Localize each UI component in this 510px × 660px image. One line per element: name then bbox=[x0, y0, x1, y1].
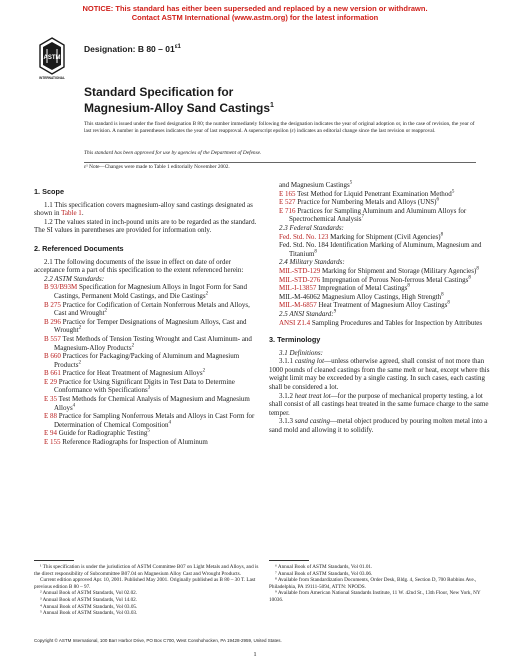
reference-code-link[interactable]: MIL-STD-276 bbox=[279, 275, 321, 284]
reference-item bbox=[34, 369, 260, 378]
footnote: ⁸ Available from Standardization Documents, Order Desk, Bldg. 4, Section D, 700 Robbins Ave., Philadelphia, PA 19111-5094, ATTN: NPODS. bbox=[269, 577, 477, 590]
reference-item bbox=[269, 233, 495, 242]
reference-item bbox=[269, 284, 495, 293]
footnote: ⁴ Annual Book of ASTM Standards, Vol 03.05. bbox=[40, 603, 138, 610]
paragraph-3-1-2 bbox=[269, 392, 495, 418]
copyright-line: Copyright © ASTM International, 100 Barr Harbor Drive, PO Box C700, West Conshohocken, PA 19428-2959, United States. bbox=[34, 638, 282, 643]
logo-letters: ASTM bbox=[43, 55, 61, 61]
footnote-mark: 8 bbox=[314, 249, 317, 255]
title-footnote-mark: 1 bbox=[270, 102, 274, 109]
footnote: ² Annual Book of ASTM Standards, Vol 02.02. bbox=[40, 590, 138, 597]
footnote-mark: 2 bbox=[104, 308, 108, 314]
footnote-rule-right bbox=[269, 560, 309, 561]
right-column bbox=[269, 181, 495, 435]
military-reference-list bbox=[269, 267, 495, 310]
page-title bbox=[84, 85, 464, 115]
title-line-1: Standard Specification for bbox=[84, 85, 234, 99]
definition-text: —for the purpose of mechanical property testing, a lot shall consist of all castings heat treated in the same furnace charge to the same temper. bbox=[269, 391, 489, 417]
reference-code-link[interactable]: B 296 bbox=[44, 317, 61, 326]
footnote-mark: 5 bbox=[349, 180, 353, 186]
reference-code: MIL-M-46062 bbox=[279, 292, 321, 301]
reference-title: Practice for Heat Treatment of Magnesium Alloys bbox=[60, 369, 203, 378]
footnote-mark: 2 bbox=[78, 360, 81, 366]
reference-item bbox=[269, 267, 495, 276]
reference-code-link[interactable]: E 35 bbox=[44, 395, 58, 404]
paragraph-1-1 bbox=[34, 201, 260, 218]
reference-code-link[interactable]: MIL-STD-129 bbox=[279, 266, 321, 275]
astm-reference-list-cont bbox=[269, 190, 495, 224]
editorial-note: ε¹ Note—Changes were made to Table 1 editorially November 2002. bbox=[84, 164, 230, 170]
reference-continuation-text: and Magnesium Castings bbox=[279, 181, 350, 189]
table-1-link[interactable]: Table 1 bbox=[61, 209, 82, 218]
footnote-mark: 4 bbox=[72, 403, 76, 409]
paragraph-2-5 bbox=[269, 310, 495, 319]
clause-number: 3.1.3 bbox=[279, 417, 295, 426]
reference-item bbox=[34, 412, 260, 429]
federal-reference-list bbox=[269, 233, 495, 259]
footnote-mark: 2 bbox=[205, 291, 209, 297]
footnote: ⁹ Available from American National Standards Institute, 11 W. 42nd St., 13th Floor, New York, NY 10036. bbox=[269, 590, 481, 603]
reference-item bbox=[34, 352, 260, 369]
reference-title: Identification Marking of Aluminum, Magnesium and Titanium bbox=[289, 241, 482, 258]
reference-item bbox=[269, 190, 495, 199]
astm-logo bbox=[38, 37, 66, 81]
reference-continuation bbox=[269, 181, 495, 190]
definition-text: —metal object produced by pouring molten metal into a sand mold and allowing it to solidify. bbox=[269, 417, 488, 435]
reference-title: Practices for Packaging/Packing of Aluminum and Magnesium Products bbox=[54, 352, 240, 369]
reference-title: Practices for Sampling Aluminum and Aluminum Alloys for Spectrochemical Analysis bbox=[289, 206, 467, 224]
footnote-mark: 2 bbox=[202, 368, 206, 374]
reference-title: Practice for Numbering Metals and Alloys (UNS) bbox=[295, 198, 437, 207]
divider bbox=[84, 162, 476, 163]
reference-code-link[interactable]: MIL-M-6857 bbox=[279, 301, 317, 310]
footnote: ¹ This specification is under the jurisdiction of ASTM Committee B07 on Light Metals and Alloys, and is the direct responsibility of Subcommittee B07.04 on Magnesium Alloy Cast and Wrought Products. bbox=[34, 564, 259, 577]
reference-item bbox=[34, 378, 260, 395]
intro-paragraph: This standard is issued under the fixed designation B 80; the number immediately following the designation indicates the year of original adoption or, in the case of revision, the year of last revision. A number in parentheses indicates the year of last reapproval. A superscript epsilon (ε) indicates an editorial change since the last revision or reapproval. bbox=[84, 121, 475, 134]
footnote: ⁶ Annual Book of ASTM Standards, Vol 01.01. bbox=[275, 564, 373, 570]
left-column bbox=[34, 182, 260, 447]
footnote-mark: 8 bbox=[468, 275, 471, 281]
reference-title: Magnesium Alloy Castings, High Strength bbox=[320, 292, 442, 301]
defined-term: casting lot bbox=[294, 357, 325, 366]
reference-item bbox=[34, 318, 260, 335]
reference-item bbox=[269, 319, 495, 328]
paragraph-2-3: 2.3 Federal Standards: bbox=[279, 223, 344, 232]
reference-code-link[interactable]: ANSI Z1.4 bbox=[279, 318, 311, 327]
paragraph-3-1-1 bbox=[269, 357, 495, 391]
footnote-rule-left bbox=[34, 560, 74, 561]
footnote-mark: 5 bbox=[147, 429, 150, 435]
reference-code-link[interactable]: E 716 bbox=[279, 206, 296, 215]
reference-title: Test Method for Liquid Penetrant Examination Method bbox=[295, 189, 452, 198]
paragraph-2-2: 2.2 ASTM Standards: bbox=[44, 274, 105, 283]
astm-reference-list bbox=[34, 283, 260, 446]
reference-code-link[interactable]: E 165 bbox=[279, 189, 296, 198]
reference-title: Marking for Shipment (Civil Agencies) bbox=[328, 232, 441, 241]
title-line-2: Magnesium-Alloy Sand Castings bbox=[84, 101, 271, 115]
reference-item bbox=[34, 438, 260, 447]
reference-title: Practice for Temper Designations of Magnesium Alloys, Cast and Wrought bbox=[54, 317, 247, 335]
reference-title: Heat Treatment of Magnesium Alloy Castings bbox=[316, 301, 448, 310]
defined-term: sand casting bbox=[294, 417, 330, 426]
defined-term: heat treat lot bbox=[294, 391, 331, 400]
footnote-mark: 7 bbox=[361, 215, 365, 221]
reference-code-link[interactable]: B 661 bbox=[44, 369, 61, 378]
reference-item bbox=[34, 395, 260, 412]
reference-code-link[interactable]: E 527 bbox=[279, 198, 296, 207]
footnote-mark: 5 bbox=[451, 189, 455, 195]
reference-code-link[interactable]: E 29 bbox=[44, 377, 58, 386]
page-number: 1 bbox=[253, 651, 257, 658]
footnote: ⁷ Annual Book of ASTM Standards, Vol 03.06. bbox=[275, 570, 373, 577]
reference-title: Guide for Radiographic Testing bbox=[57, 429, 148, 438]
reference-title: Reference Radiographs for Inspection of Aluminum bbox=[60, 438, 208, 447]
notice-line-2: Contact ASTM International (www.astm.org) for the latest information bbox=[131, 13, 379, 22]
clause-number: 3.1.1 bbox=[279, 357, 295, 366]
footnote: ⁵ Annual Book of ASTM Standards, Vol 03.03. bbox=[40, 610, 138, 617]
notice-line-1: NOTICE: This standard has either been superseded and replaced by a new version or withdrawn. bbox=[82, 4, 428, 13]
paragraph-1-1-end: . bbox=[81, 209, 84, 218]
reference-code-link[interactable]: E 94 bbox=[44, 429, 58, 438]
reference-code-link[interactable]: B 557 bbox=[44, 334, 61, 343]
reference-item bbox=[269, 207, 495, 224]
reference-code-link[interactable]: MIL-I-13857 bbox=[279, 284, 317, 293]
footnotes-left bbox=[34, 564, 260, 617]
reference-code-link[interactable]: B 660 bbox=[44, 352, 61, 361]
footnote-mark: 2 bbox=[131, 343, 135, 349]
paragraph-1-1-text: 1.1 This specification covers magnesium-alloy sand castings designated as shown in bbox=[34, 200, 253, 218]
reference-title: Marking for Shipment and Storage (Military Agencies) bbox=[320, 266, 477, 275]
section-3-heading: 3. Terminology bbox=[269, 335, 321, 345]
footnote: ³ Annual Book of ASTM Standards, Vol 14.02. bbox=[40, 596, 138, 603]
paragraph-2-1: 2.1 The following documents of the issue in effect on date of order acceptance form a part of this specification to the extent referenced herein: bbox=[34, 257, 244, 275]
logo-caption: INTERNATIONAL bbox=[39, 76, 65, 80]
paragraph-2-5-text: 2.5 ANSI Standard: bbox=[279, 309, 334, 318]
definition-text: —unless otherwise agreed, shall consist of not more than 1000 pounds of cleaned castings from the same melt or heat, except where this weight limit may be exceeded by a single casting. In such cases, each casting shall be considered a lot. bbox=[269, 357, 490, 392]
reference-title: Specification for Magnesium Alloys in Ingot Form for Sand Castings, Permanent Mold Castings, and Die Castings bbox=[54, 283, 247, 300]
reference-title: Impregnation of Porous Non-ferrous Metal Castings bbox=[320, 275, 469, 284]
footnote-mark: 8 bbox=[447, 300, 450, 306]
footnote-mark: 8 bbox=[440, 232, 444, 238]
footnote-mark: 8 bbox=[407, 283, 410, 289]
reference-code-link[interactable]: B 275 bbox=[44, 300, 61, 309]
reference-code: Fed. Std. No. 184 bbox=[279, 241, 329, 250]
reference-item bbox=[269, 276, 495, 285]
footnote-mark: 2 bbox=[78, 325, 82, 331]
footnote-mark: 8 bbox=[441, 292, 444, 298]
reference-item bbox=[269, 301, 495, 310]
reference-item bbox=[34, 429, 260, 438]
astm-logo-icon bbox=[38, 37, 66, 81]
supersession-notice bbox=[0, 4, 510, 22]
footnote-mark: 3 bbox=[147, 386, 151, 392]
reference-code-link[interactable]: B 93/B93M bbox=[44, 283, 78, 292]
section-1-heading: 1. Scope bbox=[34, 187, 65, 196]
section-2-heading: 2. Referenced Documents bbox=[34, 243, 124, 253]
footnote-mark: 9 bbox=[333, 309, 337, 315]
footnote-mark: 6 bbox=[436, 197, 439, 203]
reference-title: Test Methods of Tension Testing Wrought and Cast Aluminum- and Magnesium-Alloy Products bbox=[54, 334, 252, 352]
reference-item bbox=[269, 198, 495, 207]
clause-number: 3.1.2 bbox=[279, 391, 295, 400]
reference-title: Sampling Procedures and Tables for Inspection by Attributes bbox=[310, 318, 483, 327]
paragraph-1-2: 1.2 The values stated in inch-pound units are to be regarded as the standard. The SI values in parentheses are provided for information only. bbox=[34, 217, 257, 235]
reference-item bbox=[34, 335, 260, 352]
reference-code-link[interactable]: E 88 bbox=[44, 412, 58, 421]
reference-title: Practice for Using Significant Digits in Test Data to Determine Conformance with Specifications bbox=[54, 377, 235, 395]
reference-item bbox=[269, 241, 495, 258]
designation bbox=[84, 44, 181, 54]
designation-mark: ε1 bbox=[174, 44, 181, 51]
reference-item bbox=[34, 301, 260, 318]
reference-title: Test Methods for Chemical Analysis of Magnesium and Magnesium Alloys bbox=[54, 395, 250, 412]
footnote: Current edition approved Apr. 10, 2001. Published May 2001. Originally published as B 80 – 30 T. Last previous edition B 80 – 97. bbox=[34, 577, 256, 590]
paragraph-3-1-3 bbox=[269, 417, 495, 434]
reference-item bbox=[34, 283, 260, 300]
dod-approval-note: This standard has been approved for use by agencies of the Department of Defense. bbox=[84, 150, 262, 156]
reference-code-link[interactable]: Fed. Std. No. 123 bbox=[279, 232, 329, 241]
reference-code-link[interactable]: E 155 bbox=[44, 438, 61, 447]
footnotes-right bbox=[269, 564, 495, 604]
reference-title: Practice for Sampling Nonferrous Metals and Alloys in Cast Form for Determination of Chemical Composition bbox=[54, 412, 255, 429]
paragraph-2-4: 2.4 Military Standards: bbox=[279, 258, 345, 267]
paragraph-3-1: 3.1 Definitions: bbox=[279, 348, 323, 357]
reference-title: Impregnation of Metal Castings bbox=[316, 284, 408, 293]
footnote-mark: 4 bbox=[168, 420, 172, 426]
reference-title: Practice for Codification of Certain Nonferrous Metals and Alloys, Cast and Wrought bbox=[54, 300, 250, 318]
footnote-mark: 8 bbox=[476, 266, 479, 272]
designation-label: Designation: B 80 – 01 bbox=[84, 44, 175, 54]
